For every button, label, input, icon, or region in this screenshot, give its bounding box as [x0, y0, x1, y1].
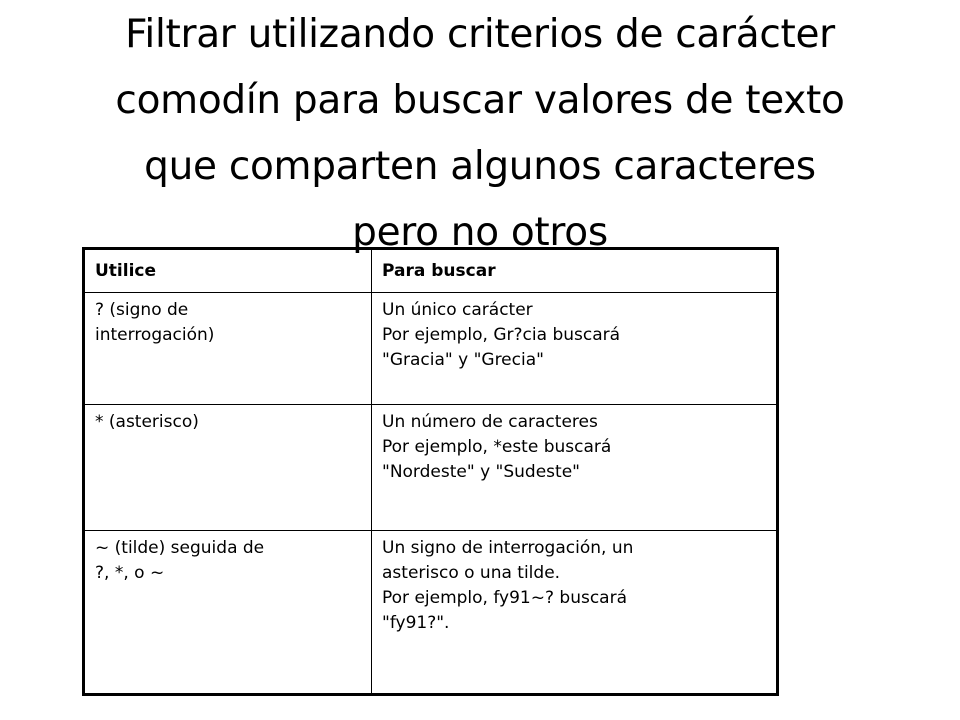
- cell-line: Un número de caracteres: [382, 412, 598, 432]
- slide-title: [20, 2, 940, 266]
- cell-line: ? (signo de: [95, 300, 189, 320]
- slide-title-line: Filtrar utilizando criterios de carácter: [125, 12, 835, 57]
- slide-title-line: pero no otros: [352, 210, 608, 255]
- wildcard-table-grid: [84, 249, 777, 694]
- table-row: [85, 405, 777, 531]
- cell-line: "Nordeste" y "Sudeste": [382, 462, 580, 482]
- table-row: [85, 293, 777, 405]
- slide-title-line: comodín para buscar valores de texto: [115, 78, 845, 123]
- cell-line: * (asterisco): [95, 412, 199, 432]
- table-header-row: [85, 250, 777, 293]
- cell-find: [372, 293, 777, 405]
- cell-use: [85, 293, 372, 405]
- cell-line: asterisco o una tilde.: [382, 563, 561, 583]
- cell-line: Por ejemplo, *este buscará: [382, 437, 612, 457]
- cell-line: interrogación): [95, 325, 215, 345]
- slide-title-line: que comparten algunos caracteres: [144, 144, 816, 189]
- cell-line: Por ejemplo, fy91~? buscará: [382, 588, 628, 608]
- wildcard-table: [82, 247, 779, 696]
- cell-find: [372, 531, 777, 694]
- cell-line: Por ejemplo, Gr?cia buscará: [382, 325, 621, 345]
- cell-line: ~ (tilde) seguida de: [95, 538, 265, 558]
- table-row: [85, 531, 777, 694]
- cell-use: [85, 531, 372, 694]
- cell-line: "fy91?".: [382, 613, 450, 633]
- cell-line: "Gracia" y "Grecia": [382, 350, 544, 370]
- cell-use: [85, 405, 372, 531]
- cell-line: Un único carácter: [382, 300, 533, 320]
- column-header-find: Para buscar: [372, 250, 777, 293]
- cell-line: ?, *, o ~: [95, 563, 165, 583]
- cell-line: Un signo de interrogación, un: [382, 538, 634, 558]
- column-header-use: Utilice: [85, 250, 372, 293]
- cell-find: [372, 405, 777, 531]
